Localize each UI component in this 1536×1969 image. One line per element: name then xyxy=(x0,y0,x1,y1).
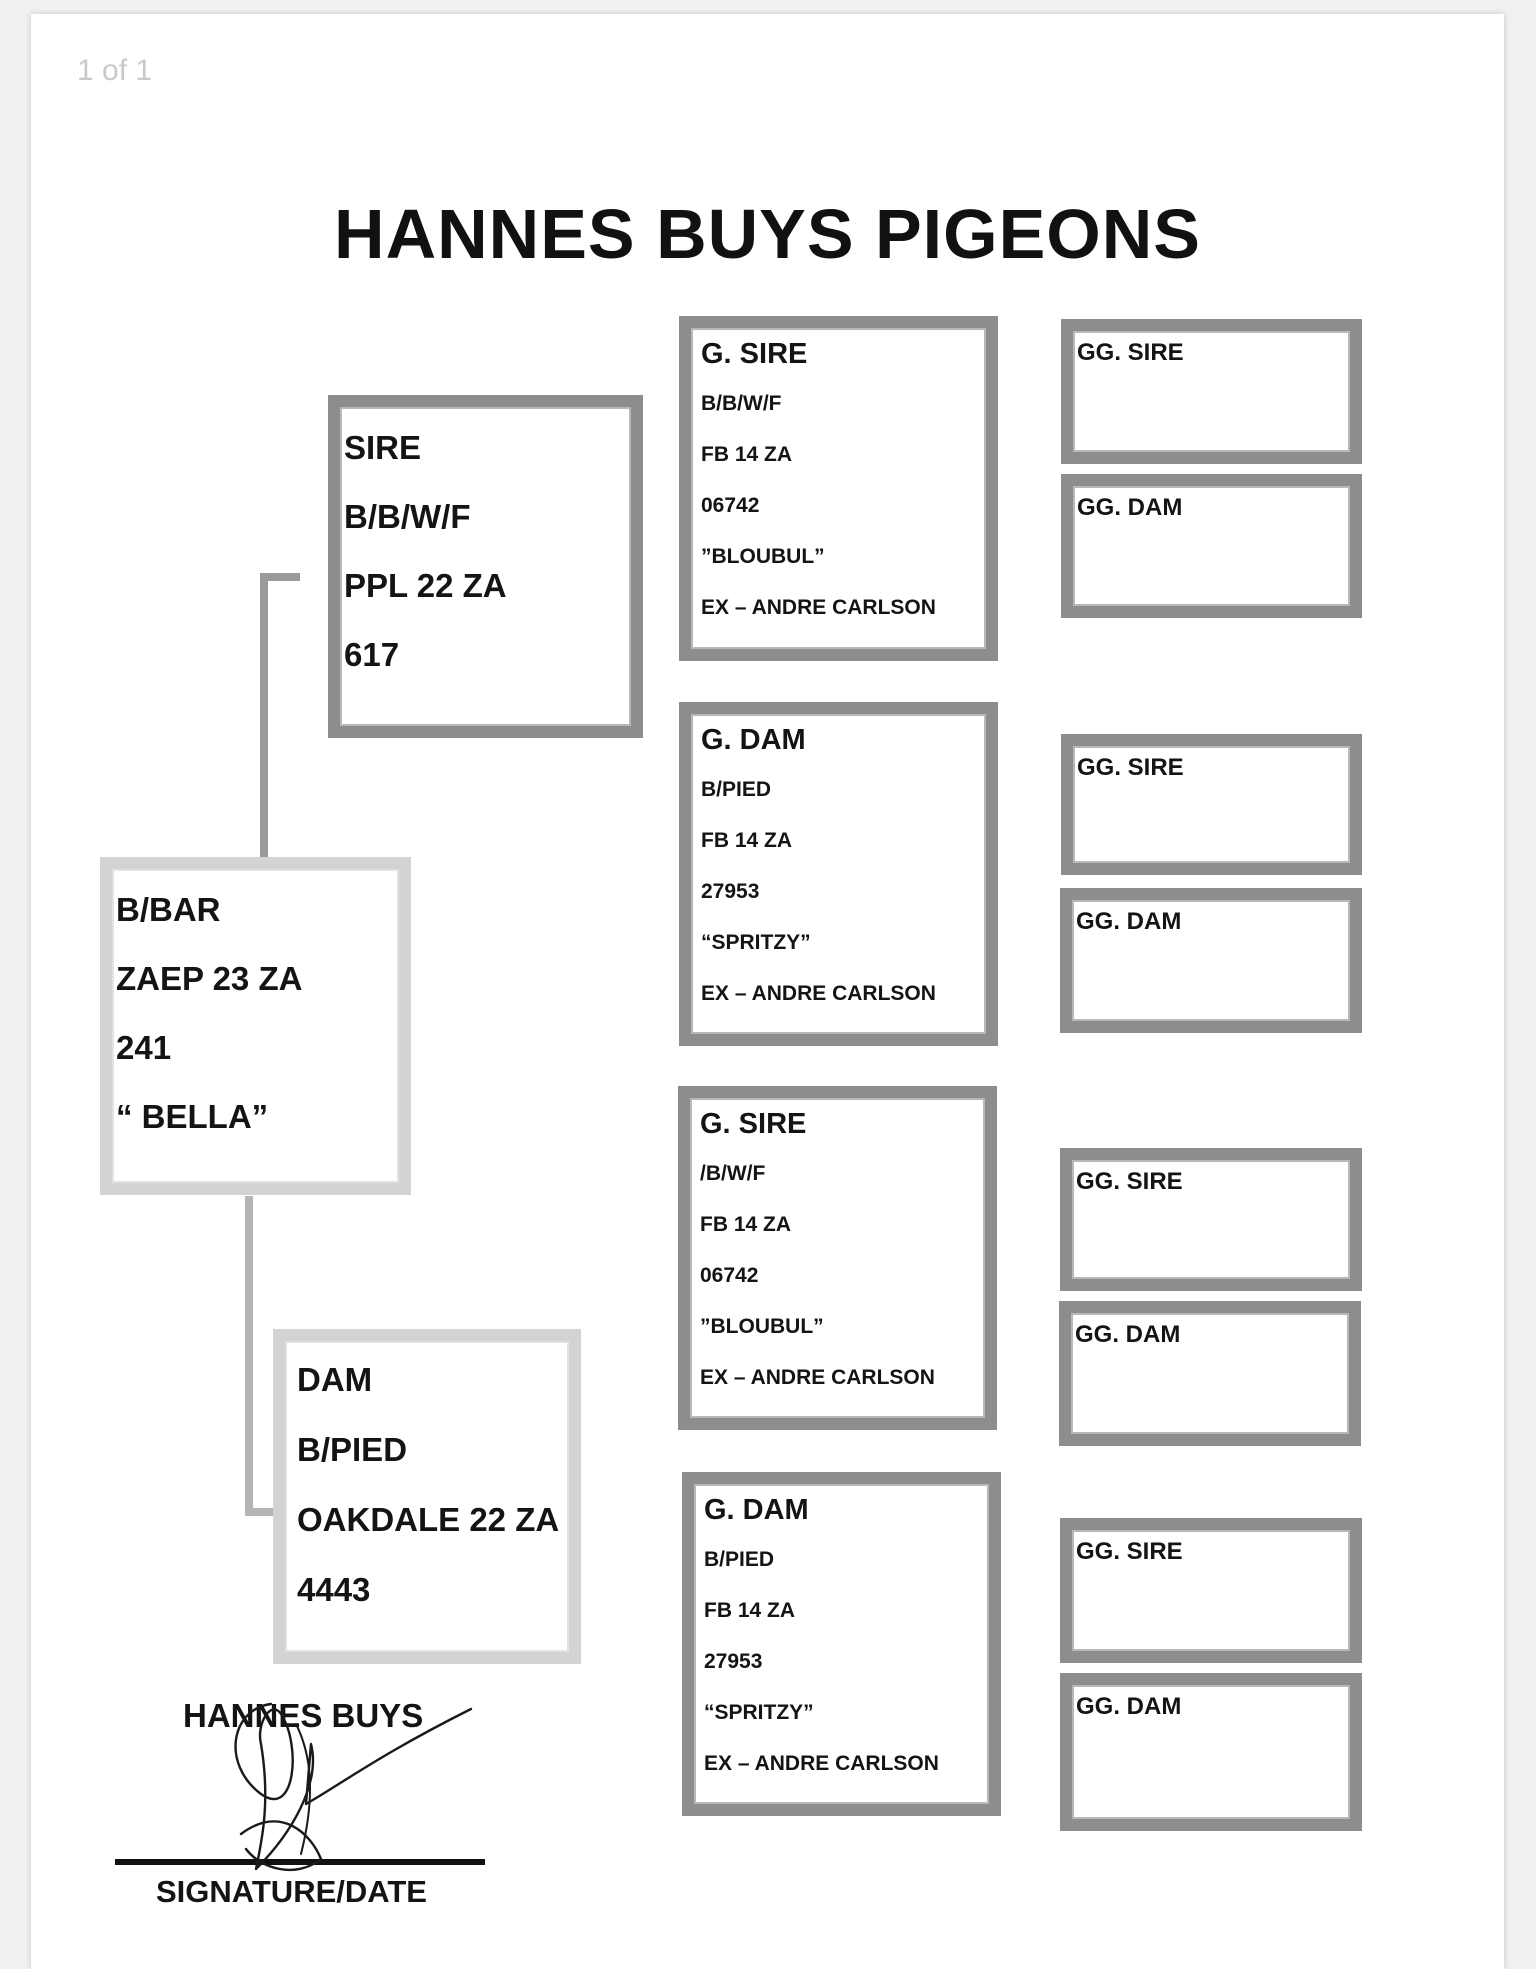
grandparent-name: ”BLOUBUL” xyxy=(700,1315,824,1338)
grandparent-label: G. DAM xyxy=(701,724,806,756)
grandparent-number: 27953 xyxy=(704,1650,763,1673)
grandparent-ring: FB 14 ZA xyxy=(701,829,793,852)
grandparent-box xyxy=(679,702,998,1046)
great-grandparent-label: GG. DAM xyxy=(1075,1321,1181,1348)
great-grandparent-box xyxy=(1060,1148,1362,1291)
grandparent-box xyxy=(682,1472,1001,1816)
grandparent-colour: B/PIED xyxy=(704,1548,775,1571)
grandparent-colour: B/B/W/F xyxy=(701,392,782,415)
grandparent-box xyxy=(678,1086,997,1430)
great-grandparent-label: GG. DAM xyxy=(1076,1693,1182,1720)
grandparent-ring: FB 14 ZA xyxy=(701,443,793,466)
great-grandparent-box xyxy=(1060,1673,1362,1831)
sire-label: SIRE xyxy=(344,429,422,466)
dam-number: 4443 xyxy=(297,1571,371,1608)
grandparent-name: ”BLOUBUL” xyxy=(701,545,825,568)
grandparent-breeder: EX – ANDRE CARLSON xyxy=(704,1752,939,1775)
connector-sire-vertical xyxy=(260,573,268,879)
grandparent-ring: FB 14 ZA xyxy=(704,1599,796,1622)
great-grandparent-box xyxy=(1061,319,1362,464)
great-grandparent-label: GG. DAM xyxy=(1076,908,1182,935)
bird-number: 241 xyxy=(116,1029,172,1066)
sire-ring: PPL 22 ZA xyxy=(344,567,507,604)
dam-label: DAM xyxy=(297,1361,373,1398)
great-grandparent-box xyxy=(1061,474,1362,618)
dam-ring: OAKDALE 22 ZA xyxy=(297,1501,560,1538)
grandparent-breeder: EX – ANDRE CARLSON xyxy=(701,596,936,619)
dam-box xyxy=(273,1329,581,1664)
grandparent-colour: B/PIED xyxy=(701,778,772,801)
grandparent-number: 27953 xyxy=(701,880,760,903)
grandparent-label: G. DAM xyxy=(704,1494,809,1526)
grandparent-ring: FB 14 ZA xyxy=(700,1213,792,1236)
grandparent-name: “SPRITZY” xyxy=(704,1701,814,1724)
grandparent-label: G. SIRE xyxy=(701,338,808,370)
great-grandparent-box xyxy=(1060,1518,1362,1663)
dam-colour: B/PIED xyxy=(297,1431,408,1468)
bird-name: “ BELLA” xyxy=(116,1098,269,1135)
page-title: HANNES BUYS PIGEONS xyxy=(334,195,1201,273)
grandparent-name: “SPRITZY” xyxy=(701,931,811,954)
bird-box xyxy=(100,857,411,1195)
grandparent-box xyxy=(679,316,998,661)
grandparent-label: G. SIRE xyxy=(700,1108,807,1140)
sire-number: 617 xyxy=(344,636,400,673)
great-grandparent-label: GG. SIRE xyxy=(1077,754,1184,781)
signature-date-label: SIGNATURE/DATE xyxy=(156,1874,427,1909)
pedigree-page xyxy=(31,14,1504,1969)
grandparent-number: 06742 xyxy=(701,494,760,517)
signatory-name: HANNES BUYS xyxy=(183,1697,424,1734)
great-grandparent-label: GG. SIRE xyxy=(1077,339,1184,366)
sire-colour: B/B/W/F xyxy=(344,498,471,535)
great-grandparent-box xyxy=(1061,734,1362,875)
grandparent-breeder: EX – ANDRE CARLSON xyxy=(700,1366,935,1389)
grandparent-breeder: EX – ANDRE CARLSON xyxy=(701,982,936,1005)
grandparent-colour: /B/W/F xyxy=(700,1162,766,1185)
great-grandparent-label: GG. SIRE xyxy=(1076,1168,1183,1195)
great-grandparent-box xyxy=(1059,1301,1361,1446)
great-grandparent-label: GG. SIRE xyxy=(1076,1538,1183,1565)
handwritten-signature xyxy=(201,1684,491,1884)
bird-colour: B/BAR xyxy=(116,891,221,928)
connector-dam-vertical xyxy=(245,1196,253,1516)
grandparent-number: 06742 xyxy=(700,1264,759,1287)
great-grandparent-box xyxy=(1060,888,1362,1033)
bird-ring: ZAEP 23 ZA xyxy=(116,960,303,997)
page-counter: 1 of 1 xyxy=(77,54,153,87)
great-grandparent-label: GG. DAM xyxy=(1077,494,1183,521)
sire-box xyxy=(328,395,643,738)
